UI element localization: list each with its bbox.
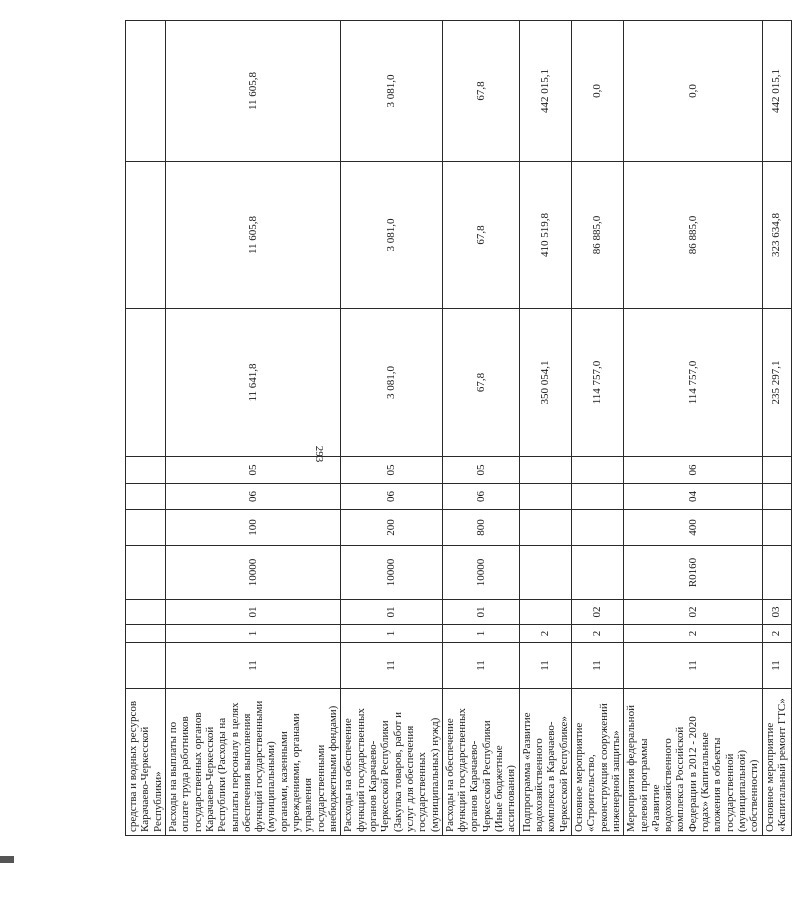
table-row xyxy=(442,21,519,836)
code-cell: R0160 xyxy=(624,546,762,600)
code-cell: 2 xyxy=(762,625,791,643)
code-cell xyxy=(519,546,571,600)
code-cell: 01 xyxy=(165,600,340,625)
amount-cell: 86 885,0 xyxy=(624,162,762,309)
amount-cell: 410 519,8 xyxy=(519,162,571,309)
code-cell: 11 xyxy=(165,643,340,689)
amount-cell: 67,8 xyxy=(442,309,519,457)
amount-cell: 235 297,1 xyxy=(762,309,791,457)
code-cell: 11 xyxy=(762,643,791,689)
code-cell: 05 xyxy=(165,457,340,484)
code-cell: 05 xyxy=(442,457,519,484)
code-cell xyxy=(762,457,791,484)
table-row xyxy=(571,21,623,836)
amount-cell xyxy=(126,21,166,162)
code-cell xyxy=(126,625,166,643)
code-cell: 10000 xyxy=(341,546,443,600)
code-cell: 11 xyxy=(341,643,443,689)
code-cell: 04 xyxy=(624,484,762,510)
code-cell: 1 xyxy=(442,625,519,643)
table-row xyxy=(762,21,791,836)
row-name-cell: Основное мероприятие «Капитальный ремонт ГТС» xyxy=(762,689,791,836)
code-cell: 06 xyxy=(341,484,443,510)
code-cell xyxy=(571,510,623,546)
rotated-table-area xyxy=(125,21,788,836)
code-cell: 100 xyxy=(165,510,340,546)
row-name-cell: Основное мероприятие «Строительство, реконструкция сооружений инженерной защиты» xyxy=(571,689,623,836)
amount-cell: 350 054,1 xyxy=(519,309,571,457)
code-cell xyxy=(126,484,166,510)
amount-cell: 323 634,8 xyxy=(762,162,791,309)
code-cell: 2 xyxy=(571,625,623,643)
amount-cell: 67,8 xyxy=(442,162,519,309)
code-cell: 11 xyxy=(571,643,623,689)
code-cell: 800 xyxy=(442,510,519,546)
table-row xyxy=(126,21,166,836)
code-cell: 11 xyxy=(442,643,519,689)
code-cell xyxy=(762,546,791,600)
code-cell: 03 xyxy=(762,600,791,625)
code-cell: 2 xyxy=(519,625,571,643)
code-cell: 01 xyxy=(341,600,443,625)
code-cell: 10000 xyxy=(442,546,519,600)
code-cell xyxy=(519,510,571,546)
code-cell xyxy=(571,484,623,510)
amount-cell: 3 081,0 xyxy=(341,309,443,457)
code-cell: 1 xyxy=(341,625,443,643)
row-name-cell: Подпрограмма «Развитие водохозяйственного комплекса в Карачаево-Черкесской Республике» xyxy=(519,689,571,836)
amount-cell xyxy=(126,309,166,457)
budget-table xyxy=(125,20,792,836)
code-cell xyxy=(571,457,623,484)
row-name-cell: Расходы на обеспечение функций государственных органов Карачаево-Черкесской Республики (Иные бюджетные ассигнования) xyxy=(442,689,519,836)
code-cell: 06 xyxy=(165,484,340,510)
code-cell xyxy=(126,643,166,689)
amount-cell: 0,0 xyxy=(624,21,762,162)
code-cell: 11 xyxy=(519,643,571,689)
code-cell: 06 xyxy=(624,457,762,484)
table-row xyxy=(341,21,443,836)
code-cell: 02 xyxy=(571,600,623,625)
code-cell: 06 xyxy=(442,484,519,510)
code-cell: 200 xyxy=(341,510,443,546)
code-cell: 1 xyxy=(165,625,340,643)
amount-cell: 114 757,0 xyxy=(571,309,623,457)
table-row xyxy=(519,21,571,836)
row-name-cell: Мероприятия федеральной целевой программы «Развитие водохозяйственного комплекса Российской Федерации в 2012 - 2020 годах» (Капитальные вложения в объекты государственной (муниципальной) собственности) xyxy=(624,689,762,836)
code-cell: 2 xyxy=(624,625,762,643)
page-number: 293 xyxy=(313,445,325,463)
code-cell xyxy=(126,600,166,625)
code-cell: 10000 xyxy=(165,546,340,600)
code-cell: 01 xyxy=(442,600,519,625)
table-row xyxy=(165,21,340,836)
code-cell: 02 xyxy=(624,600,762,625)
amount-cell: 3 081,0 xyxy=(341,21,443,162)
row-name-cell: Расходы на обеспечение функций государственных органов Карачаево-Черкесской Республики (Закупка товаров, работ и услуг для обеспечения государственных (муниципальных) нужд) xyxy=(341,689,443,836)
code-cell xyxy=(762,510,791,546)
code-cell xyxy=(519,484,571,510)
amount-cell: 442 015,1 xyxy=(519,21,571,162)
code-cell: 400 xyxy=(624,510,762,546)
amount-cell: 67,8 xyxy=(442,21,519,162)
code-cell xyxy=(571,546,623,600)
amount-cell: 86 885,0 xyxy=(571,162,623,309)
code-cell xyxy=(126,546,166,600)
code-cell: 11 xyxy=(624,643,762,689)
row-name-cell: Расходы на выплаты по оплате труда работников государственных органов Карачаево-Черкесской Республики (Расходы на выплаты персоналу в целях обеспечения выполнения функций государственными (муниципальными) органами, казенными учреждениями, органами управления государственными внебюджетными фондами) xyxy=(165,689,340,836)
amount-cell: 11 641,8 xyxy=(165,309,340,457)
amount-cell: 11 605,8 xyxy=(165,162,340,309)
code-cell: 05 xyxy=(341,457,443,484)
code-cell xyxy=(519,457,571,484)
amount-cell: 114 757,0 xyxy=(624,309,762,457)
amount-cell: 0,0 xyxy=(571,21,623,162)
amount-cell: 11 605,8 xyxy=(165,21,340,162)
code-cell xyxy=(762,484,791,510)
amount-cell xyxy=(126,162,166,309)
scan-margin-mark xyxy=(0,856,14,863)
code-cell xyxy=(519,600,571,625)
amount-cell: 442 015,1 xyxy=(762,21,791,162)
code-cell xyxy=(126,510,166,546)
amount-cell: 3 081,0 xyxy=(341,162,443,309)
code-cell xyxy=(126,457,166,484)
table-row xyxy=(624,21,762,836)
row-name-cell: средства и водных ресурсов Карачаево-Черкесской Республики» xyxy=(126,689,166,836)
